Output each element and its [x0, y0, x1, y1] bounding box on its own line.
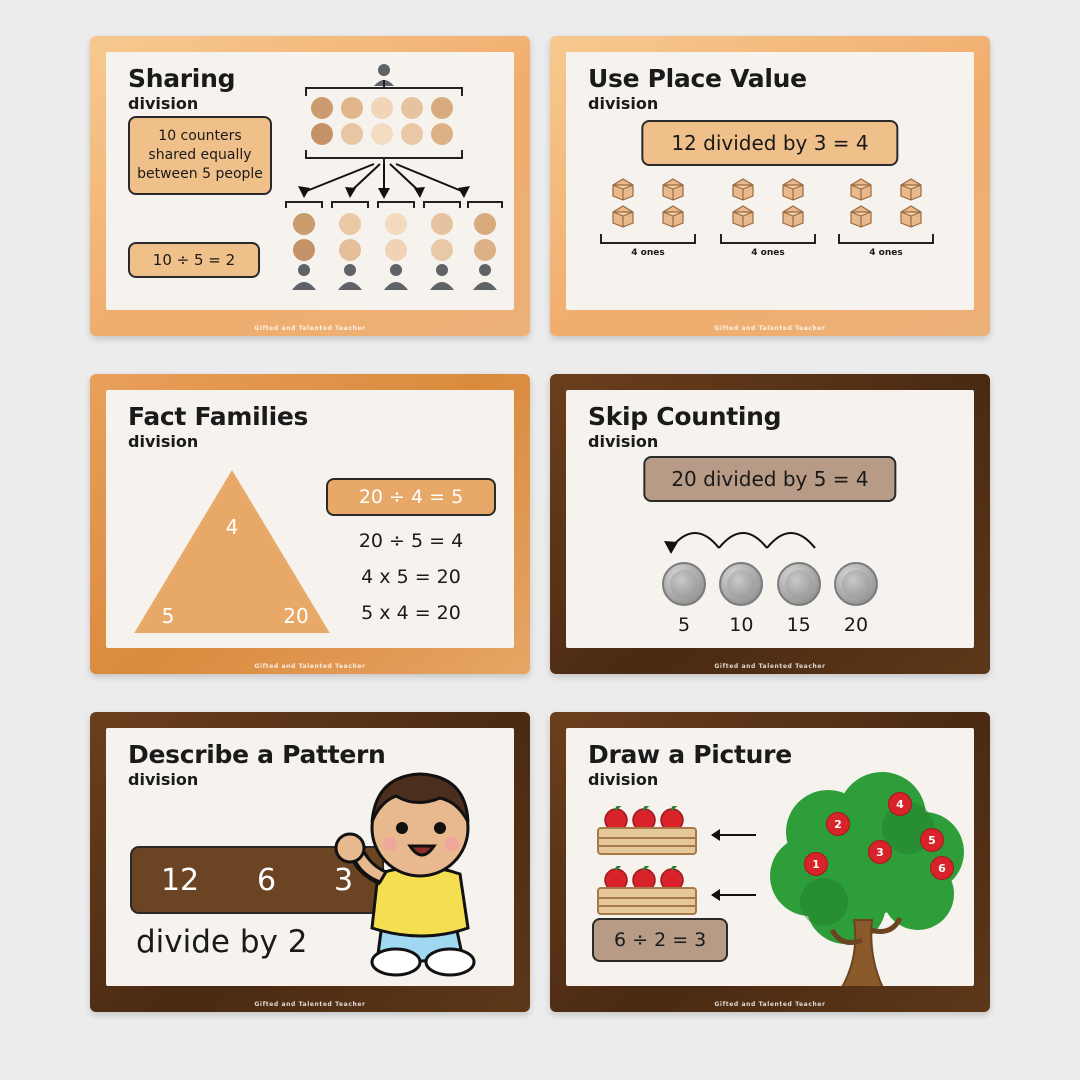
page-title: Skip Counting [588, 402, 782, 431]
place-value-group [600, 177, 696, 258]
watermark: Gifted and Talented Teacher [714, 1001, 826, 1008]
fact-item: 5 x 4 = 20 [361, 602, 461, 624]
page-title: Sharing [128, 64, 236, 93]
card-draw-a-picture[interactable] [550, 712, 990, 1012]
page-subtitle: division [588, 770, 659, 790]
sharing-diagram [264, 58, 504, 294]
apple-badge: 6 [930, 856, 954, 880]
sequence-number: 3 [333, 862, 354, 898]
sequence-number: 6 [257, 862, 277, 898]
coin-icon [662, 562, 706, 606]
card-fact-families[interactable] [90, 374, 530, 674]
watermark: Gifted and Talented Teacher [254, 325, 366, 332]
svg-text:20: 20 [283, 604, 309, 628]
group-brace [600, 234, 696, 244]
coin-label: 15 [786, 614, 811, 636]
card-sharing[interactable] [90, 36, 530, 336]
sharing-diagram-svg [264, 58, 504, 294]
draw-a-picture-equation: 6 ÷ 2 = 3 [592, 918, 728, 962]
coin-label-row [662, 614, 878, 636]
card-describe-a-pattern-content [106, 728, 514, 986]
apple-badge: 3 [868, 840, 892, 864]
group-brace [838, 234, 934, 244]
page-title: Use Place Value [588, 64, 807, 93]
group-label: 4 ones [751, 248, 785, 258]
coin-icon [777, 562, 821, 606]
coin-label: 20 [843, 614, 869, 636]
sharing-text-box: 10 counters shared equally between 5 people [128, 116, 272, 195]
card-describe-a-pattern[interactable] [90, 712, 530, 1012]
group-label: 4 ones [869, 248, 903, 258]
page-subtitle: division [128, 94, 199, 114]
page-subtitle: division [588, 432, 659, 452]
apple-crate-icon [592, 866, 702, 916]
fact-item: 4 x 5 = 20 [361, 566, 461, 588]
place-value-group [838, 177, 934, 258]
coin-label: 10 [729, 614, 754, 636]
card-draw-a-picture-content [566, 728, 974, 986]
page-subtitle: division [588, 94, 659, 114]
card-skip-counting[interactable] [550, 374, 990, 674]
page-title: Fact Families [128, 402, 309, 431]
page-title: Describe a Pattern [128, 740, 386, 769]
coin-label: 5 [677, 614, 691, 636]
card-sharing-content [106, 52, 514, 310]
svg-text:4: 4 [225, 515, 239, 539]
cube-set [720, 177, 816, 228]
page-title: Draw a Picture [588, 740, 792, 769]
svg-text:5: 5 [161, 604, 175, 628]
coin-row [662, 562, 878, 606]
card-use-place-value-content [566, 52, 974, 310]
fact-triangle [132, 468, 332, 642]
arrow-left-icon [712, 834, 756, 836]
apple-crate-icon [592, 806, 702, 856]
sequence-number: 12 [160, 862, 200, 898]
cube-set [600, 177, 696, 228]
card-use-place-value[interactable] [550, 36, 990, 336]
cube-set [838, 177, 934, 228]
card-fact-families-content [106, 390, 514, 648]
coin-icon [834, 562, 878, 606]
jump-arrows [645, 510, 895, 558]
boy-illustration [324, 756, 514, 986]
watermark: Gifted and Talented Teacher [714, 325, 826, 332]
sharing-equation: 10 ÷ 5 = 2 [128, 242, 260, 278]
page-subtitle: division [128, 770, 199, 790]
place-value-group [720, 177, 816, 258]
watermark: Gifted and Talented Teacher [254, 663, 366, 670]
place-value-equation: 12 divided by 3 = 4 [641, 120, 898, 166]
pattern-caption: divide by 2 [136, 924, 308, 960]
page-subtitle: division [128, 432, 199, 452]
group-brace [720, 234, 816, 244]
apple-badge: 5 [920, 828, 944, 852]
apple-badge: 2 [826, 812, 850, 836]
skip-counting-diagram [645, 510, 895, 636]
arrow-left-icon [712, 894, 756, 896]
highlight-fact: 20 ÷ 4 = 5 [326, 478, 496, 516]
watermark: Gifted and Talented Teacher [254, 1001, 366, 1008]
group-label: 4 ones [631, 248, 665, 258]
apple-badge: 1 [804, 852, 828, 876]
fact-list [326, 478, 496, 624]
apple-badge: 4 [888, 792, 912, 816]
skip-counting-equation: 20 divided by 5 = 4 [643, 456, 896, 502]
card-skip-counting-content [566, 390, 974, 648]
watermark: Gifted and Talented Teacher [714, 663, 826, 670]
coin-icon [719, 562, 763, 606]
fact-item: 20 ÷ 5 = 4 [358, 530, 464, 552]
